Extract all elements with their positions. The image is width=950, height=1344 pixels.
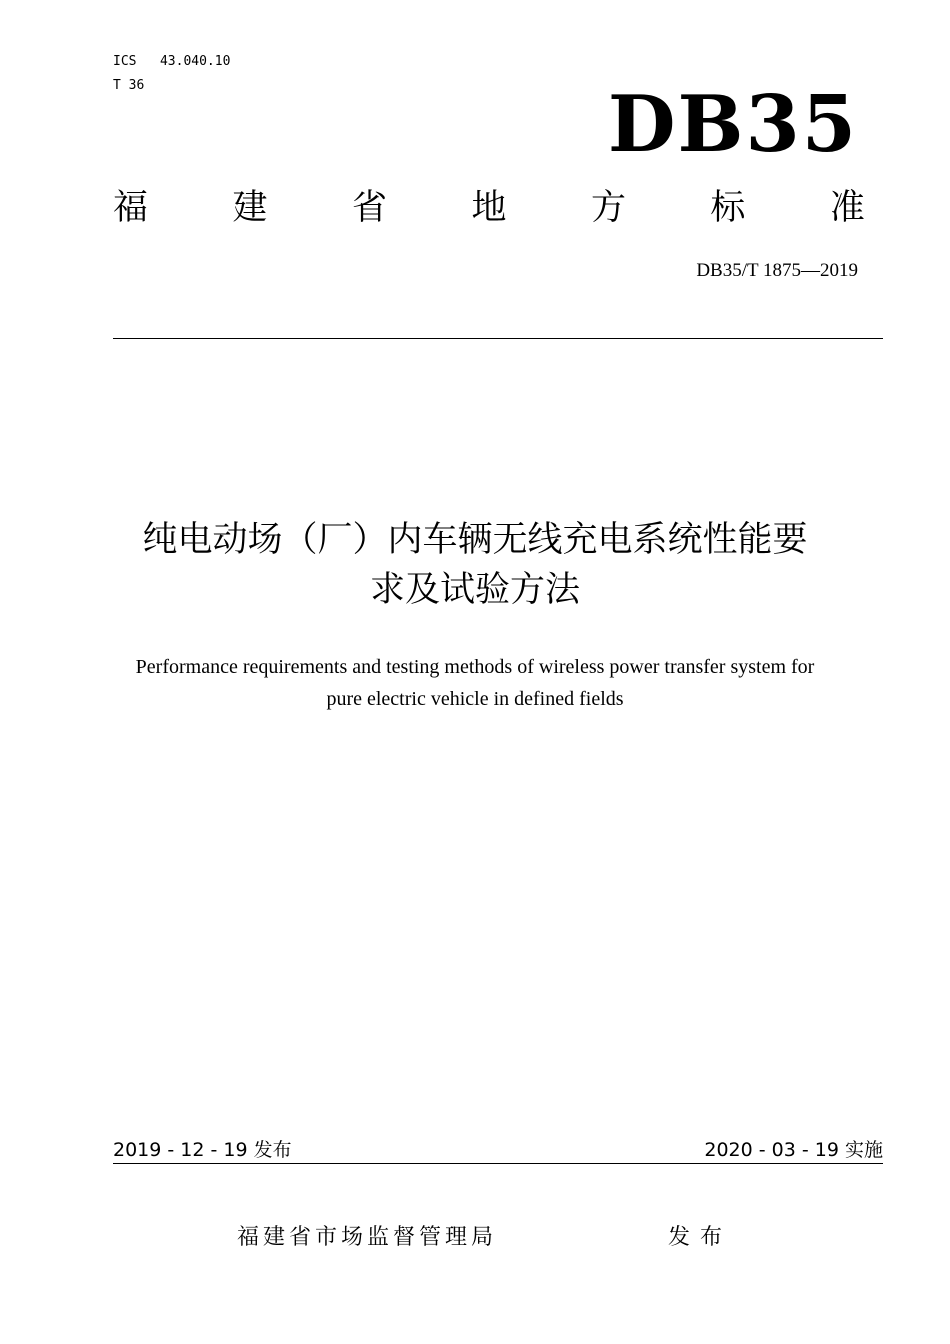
title-en-line: pure electric vehicle in defined fields (326, 688, 624, 710)
ics-line (113, 50, 230, 74)
standard-type-char: 标 (710, 188, 746, 228)
standard-type-char: 省 (351, 188, 387, 228)
standard-type-char: 准 (829, 188, 865, 228)
issuer-name: 福建省市场监督管理局 (237, 1225, 498, 1250)
implement-date: 2020 - 03 - 19 实施 (704, 1139, 883, 1161)
title-en-line: Performance requirements and testing methods of wireless power transfer system for (135, 656, 815, 678)
release-date: 2019 - 12 - 19 发布 (113, 1139, 292, 1161)
title-cn-line: 求及试验方法 (369, 570, 580, 610)
standard-type-char: 方 (590, 188, 626, 228)
standard-type-char: 地 (471, 188, 507, 228)
db35-logo: DB35 (607, 79, 858, 170)
footer-divider (113, 1163, 883, 1164)
standard-type (113, 184, 865, 232)
title-cn-line: 纯电动场（厂）内车辆无线充电系统性能要 (142, 520, 808, 560)
classification-codes (113, 50, 230, 98)
ics-label: ICS (113, 54, 137, 69)
category-code: T 36 (113, 78, 145, 93)
standard-type-char: 福 (113, 188, 149, 228)
ics-code: 43.040.10 (159, 54, 231, 69)
title-english (0, 651, 950, 715)
standard-number: DB35/T 1875—2019 (696, 260, 858, 281)
standard-type-char: 建 (232, 188, 268, 228)
issued-label: 发布 (668, 1225, 733, 1250)
title-chinese (0, 515, 950, 615)
header-divider (113, 338, 883, 339)
